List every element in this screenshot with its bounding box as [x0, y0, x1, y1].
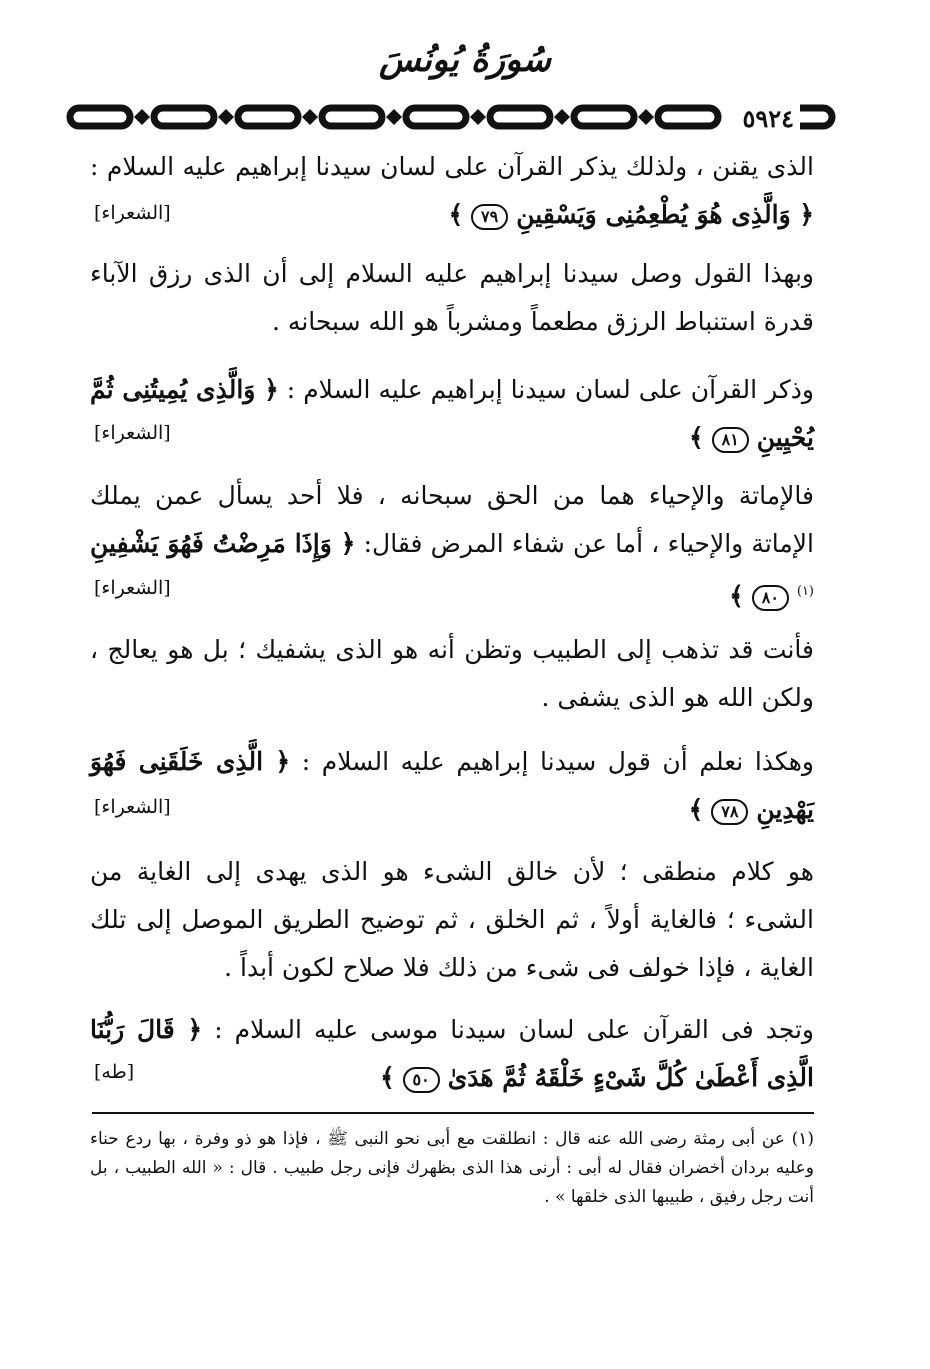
paragraph-text: وتجد فى القرآن على لسان سيدنا موسى عليه السلام :: [214, 1015, 814, 1044]
paragraph: وهكذا نعلم أن قول سيدنا إبراهيم عليه السلام : ﴿ الَّذِى خَلَقَنِى فَهُوَ يَهْدِينِ ٧٨ ﴾: [90, 747, 814, 824]
footnote: (١) عن أبى رمثة رضى الله عنه قال : انطلقت مع أبى نحو النبى ﷺ ، فإذا هو ذو وفرة ، بها ردع حناء وعليه بردان أخضران فقال له أبى : أرنى هذا الذى بظهرك فإنى رجل طبيب . قال : « الله الطبيب ، بل أنت رجل رفيق ، طبيبها الذى خلقها » .: [90, 1129, 814, 1207]
paragraph-text: فالإماتة والإحياء هما من الحق سبحانه ، فلا أحد يسأل عمن يملك الإماتة والإحياء ، أما عن شفاء المرض فقال:: [90, 481, 814, 558]
paragraph: الذى يقنن ، ولذلك يذكر القرآن على لسان سيدنا إبراهيم عليه السلام : ﴿ وَالَّذِى هُوَ يُطْعِمُنِى وَيَسْقِينِ ٧٩ ﴾: [90, 152, 814, 229]
paragraph-text: هو كلام منطقى ؛ لأن خالق الشىء هو الذى يهدى إلى الغاية من الشىء ؛ فالغاية أولاً ، ثم الخلق ، ثم توضيح الطريق الموصل إلى تلك الغاية ، فإذا خولف فى شىء من ذلك فلا صلاح لكون أبداً .: [90, 857, 814, 982]
paragraph: [90, 848, 814, 992]
paragraph-text: وذكر القرآن على لسان سيدنا إبراهيم عليه السلام :: [286, 375, 814, 404]
paragraph: [90, 626, 814, 722]
ayah-number-badge: ٨١: [712, 427, 749, 453]
paragraph: فالإماتة والإحياء هما من الحق سبحانه ، فلا أحد يسأل عمن يملك الإماتة والإحياء ، أما عن شفاء المرض فقال: ﴿ وَإِذَا مَرِضْتُ فَهُوَ يَشْفِينِ $^{(١)}$ ٨٠ ﴾: [90, 481, 814, 611]
page-number: ٥٩٢٤: [736, 104, 800, 133]
surah-reference: [الشعراء]: [94, 422, 171, 444]
quran-verse: ﴿ وَالَّذِى يُمِيتُنِى ثُمَّ يُحْيِينِ: [90, 375, 814, 452]
paragraph: [90, 250, 814, 346]
footnote-marker: (١): [796, 584, 814, 599]
quran-verse: ﴿ قَالَ رَبُّنَا الَّذِى أَعْطَىٰ كُلَّ شَىْءٍ خَلْقَهُ ثُمَّ هَدَىٰ: [90, 1015, 814, 1092]
quran-verse: ﴿ وَإِذَا مَرِضْتُ فَهُوَ يَشْفِينِ: [90, 529, 356, 558]
ornamental-border: [66, 98, 836, 136]
ayah-number-badge: ٨٠: [752, 585, 789, 611]
surah-reference: [الشعراء]: [94, 796, 171, 818]
surah-title: سُورَةُ يُونُسَ: [379, 40, 551, 80]
chain-ornament-icon: [66, 98, 836, 136]
surah-reference: [طه]: [94, 1061, 135, 1083]
paragraph-text: فأنت قد تذهب إلى الطبيب وتظن أنه هو الذى يشفيك ؛ بل هو يعالج ، ولكن الله هو الذى يشفى .: [90, 635, 814, 712]
surah-reference: [الشعراء]: [94, 577, 171, 599]
paragraph: وذكر القرآن على لسان سيدنا إبراهيم عليه السلام : ﴿ وَالَّذِى يُمِيتُنِى ثُمَّ يُحْيِينِ ٨١ ﴾: [90, 375, 814, 452]
quran-verse: ﴿ وَالَّذِى هُوَ يُطْعِمُنِى وَيَسْقِينِ: [516, 200, 814, 229]
paragraph-text: وهكذا نعلم أن قول سيدنا إبراهيم عليه السلام :: [301, 747, 814, 776]
ayah-number-badge: ٧٨: [711, 799, 748, 825]
ayah-number-badge: ٧٩: [471, 204, 508, 230]
paragraph-text: وبهذا القول وصل سيدنا إبراهيم عليه السلام إلى أن الذى رزق الآباء قدرة استنباط الرزق مطعماً ومشرباً هو الله سبحانه .: [90, 259, 814, 336]
footnote-divider: [92, 1112, 814, 1114]
paragraph-text: الذى يقنن ، ولذلك يذكر القرآن على لسان سيدنا إبراهيم عليه السلام :: [90, 152, 814, 181]
surah-reference: [الشعراء]: [94, 202, 171, 224]
ayah-number-badge: ٥٠: [403, 1067, 440, 1093]
quran-verse: ﴿ الَّذِى خَلَقَنِى فَهُوَ يَهْدِينِ: [90, 747, 814, 824]
paragraph: وتجد فى القرآن على لسان سيدنا موسى عليه السلام : ﴿ قَالَ رَبُّنَا الَّذِى أَعْطَىٰ كُلَّ شَىْءٍ خَلْقَهُ ثُمَّ هَدَىٰ ٥٠ ﴾: [90, 1015, 814, 1092]
